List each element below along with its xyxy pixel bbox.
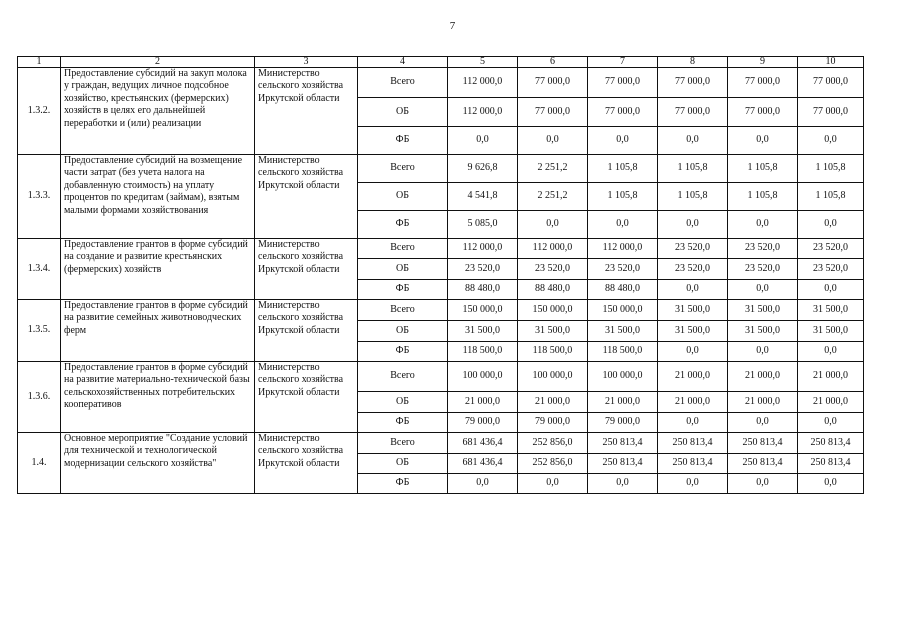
amount-cell: 5 085,0 [448,211,518,239]
amount-cell: 21 000,0 [798,392,864,413]
funding-source: ОБ [358,321,448,342]
amount-cell: 21 000,0 [658,392,728,413]
amount-cell: 23 520,0 [518,259,588,280]
amount-cell: 250 813,4 [658,454,728,474]
amount-cell: 0,0 [728,474,798,494]
amount-cell: 88 480,0 [448,280,518,300]
funding-source: Всего [358,68,448,98]
amount-cell: 31 500,0 [798,300,864,321]
amount-cell: 0,0 [728,280,798,300]
amount-cell: 252 856,0 [518,433,588,454]
amount-cell: 31 500,0 [728,300,798,321]
amount-cell: 0,0 [728,413,798,433]
table-row [18,239,864,259]
funding-source: Всего [358,300,448,321]
entry-executor: Министерство сельского хозяйства Иркутской области [255,433,358,494]
funding-source: ФБ [358,211,448,239]
amount-cell: 79 000,0 [588,413,658,433]
amount-cell: 681 436,4 [448,454,518,474]
amount-cell: 1 105,8 [658,183,728,211]
amount-cell: 79 000,0 [448,413,518,433]
amount-cell: 2 251,2 [518,155,588,183]
entry-executor: Министерство сельского хозяйства Иркутской области [255,155,358,239]
amount-cell: 0,0 [448,127,518,155]
amount-cell: 250 813,4 [798,454,864,474]
entry-executor: Министерство сельского хозяйства Иркутской области [255,362,358,433]
amount-cell: 1 105,8 [588,183,658,211]
amount-cell: 0,0 [798,211,864,239]
amount-cell: 0,0 [518,127,588,155]
entry-number: 1.3.2. [18,68,61,155]
amount-cell: 100 000,0 [448,362,518,392]
amount-cell: 250 813,4 [658,433,728,454]
amount-cell: 0,0 [658,342,728,362]
amount-cell: 250 813,4 [728,433,798,454]
funding-source: Всего [358,362,448,392]
amount-cell: 0,0 [518,211,588,239]
amount-cell: 31 500,0 [658,321,728,342]
amount-cell: 21 000,0 [798,362,864,392]
amount-cell: 1 105,8 [588,155,658,183]
amount-cell: 0,0 [798,342,864,362]
page-number: 7 [449,20,456,32]
entry-executor: Министерство сельского хозяйства Иркутской области [255,300,358,362]
amount-cell: 21 000,0 [588,392,658,413]
amount-cell: 1 105,8 [658,155,728,183]
amount-cell: 150 000,0 [588,300,658,321]
amount-cell: 118 500,0 [588,342,658,362]
funding-source: ОБ [358,392,448,413]
amount-cell: 0,0 [798,413,864,433]
amount-cell: 31 500,0 [588,321,658,342]
funding-source: Всего [358,155,448,183]
amount-cell: 0,0 [728,211,798,239]
entry-executor: Министерство сельского хозяйства Иркутской области [255,68,358,155]
amount-cell: 77 000,0 [728,98,798,127]
amount-cell: 23 520,0 [728,239,798,259]
amount-cell: 0,0 [658,211,728,239]
amount-cell: 1 105,8 [728,183,798,211]
table-row [18,68,864,98]
amount-cell: 0,0 [448,474,518,494]
amount-cell: 0,0 [798,474,864,494]
amount-cell: 2 251,2 [518,183,588,211]
column-header: 4 [358,57,448,68]
amount-cell: 9 626,8 [448,155,518,183]
table-row [18,362,864,392]
entry-name: Основное мероприятие "Создание условий для технической и технологической модернизации сельского хозяйства" [61,433,255,494]
amount-cell: 0,0 [658,413,728,433]
entry-number: 1.3.5. [18,300,61,362]
amount-cell: 250 813,4 [588,433,658,454]
funding-source: ФБ [358,342,448,362]
amount-cell: 112 000,0 [448,98,518,127]
entry-name: Предоставление грантов в форме субсидий на развитие материально-технической базы сельскохозяйственных потребительских кооперативов [61,362,255,433]
funding-source: ОБ [358,259,448,280]
amount-cell: 250 813,4 [588,454,658,474]
amount-cell: 0,0 [728,342,798,362]
amount-cell: 4 541,8 [448,183,518,211]
amount-cell: 118 500,0 [448,342,518,362]
amount-cell: 88 480,0 [518,280,588,300]
amount-cell: 250 813,4 [798,433,864,454]
amount-cell: 77 000,0 [518,68,588,98]
funding-source: ОБ [358,183,448,211]
column-header: 9 [728,57,798,68]
amount-cell: 31 500,0 [798,321,864,342]
amount-cell: 77 000,0 [798,98,864,127]
amount-cell: 77 000,0 [588,68,658,98]
amount-cell: 31 500,0 [448,321,518,342]
amount-cell: 0,0 [518,474,588,494]
amount-cell: 21 000,0 [728,392,798,413]
amount-cell: 88 480,0 [588,280,658,300]
entry-number: 1.4. [18,433,61,494]
budget-table [17,56,864,494]
amount-cell: 21 000,0 [518,392,588,413]
amount-cell: 23 520,0 [658,239,728,259]
amount-cell: 77 000,0 [658,98,728,127]
amount-cell: 1 105,8 [728,155,798,183]
amount-cell: 31 500,0 [658,300,728,321]
funding-source: ФБ [358,413,448,433]
column-header: 8 [658,57,728,68]
table-row [18,433,864,454]
entry-number: 1.3.6. [18,362,61,433]
amount-cell: 79 000,0 [518,413,588,433]
funding-source: ФБ [358,474,448,494]
amount-cell: 0,0 [588,211,658,239]
amount-cell: 77 000,0 [588,98,658,127]
amount-cell: 23 520,0 [798,239,864,259]
amount-cell: 112 000,0 [448,68,518,98]
funding-source: ФБ [358,127,448,155]
amount-cell: 23 520,0 [658,259,728,280]
amount-cell: 21 000,0 [728,362,798,392]
entry-name: Предоставление субсидий на закуп молока у граждан, ведущих личное подсобное хозяйство, крестьянских (фермерских) хозяйств в целях его дальнейшей переработки и (или) реализации [61,68,255,155]
amount-cell: 150 000,0 [518,300,588,321]
funding-source: Всего [358,239,448,259]
amount-cell: 23 520,0 [798,259,864,280]
amount-cell: 31 500,0 [728,321,798,342]
amount-cell: 150 000,0 [448,300,518,321]
amount-cell: 0,0 [728,127,798,155]
funding-source: ФБ [358,280,448,300]
amount-cell: 0,0 [658,280,728,300]
amount-cell: 0,0 [798,127,864,155]
funding-source: ОБ [358,454,448,474]
amount-cell: 112 000,0 [518,239,588,259]
column-header: 3 [255,57,358,68]
amount-cell: 0,0 [588,127,658,155]
funding-source: ОБ [358,98,448,127]
amount-cell: 77 000,0 [728,68,798,98]
funding-source: Всего [358,433,448,454]
column-number-row [18,57,864,68]
amount-cell: 23 520,0 [588,259,658,280]
amount-cell: 21 000,0 [658,362,728,392]
column-header: 10 [798,57,864,68]
amount-cell: 1 105,8 [798,155,864,183]
amount-cell: 77 000,0 [798,68,864,98]
amount-cell: 252 856,0 [518,454,588,474]
entry-number: 1.3.4. [18,239,61,300]
column-header: 5 [448,57,518,68]
amount-cell: 23 520,0 [728,259,798,280]
amount-cell: 23 520,0 [448,259,518,280]
entry-name: Предоставление грантов в форме субсидий на создание и развитие крестьянских (фермерских) хозяйств [61,239,255,300]
amount-cell: 250 813,4 [728,454,798,474]
amount-cell: 0,0 [658,474,728,494]
amount-cell: 112 000,0 [448,239,518,259]
amount-cell: 0,0 [588,474,658,494]
amount-cell: 21 000,0 [448,392,518,413]
table-row [18,155,864,183]
amount-cell: 100 000,0 [588,362,658,392]
amount-cell: 77 000,0 [658,68,728,98]
column-header: 7 [588,57,658,68]
entry-name: Предоставление грантов в форме субсидий на развитие семейных животноводческих ферм [61,300,255,362]
amount-cell: 31 500,0 [518,321,588,342]
amount-cell: 0,0 [798,280,864,300]
amount-cell: 0,0 [658,127,728,155]
amount-cell: 681 436,4 [448,433,518,454]
amount-cell: 1 105,8 [798,183,864,211]
entry-name: Предоставление субсидий на возмещение части затрат (без учета налога на добавленную стоимость) на уплату процентов по кредитам (займам), взятым малыми формами хозяйствования [61,155,255,239]
column-header: 2 [61,57,255,68]
column-header: 6 [518,57,588,68]
amount-cell: 118 500,0 [518,342,588,362]
column-header: 1 [18,57,61,68]
entry-number: 1.3.3. [18,155,61,239]
table-body [18,68,864,494]
amount-cell: 112 000,0 [588,239,658,259]
amount-cell: 77 000,0 [518,98,588,127]
entry-executor: Министерство сельского хозяйства Иркутской области [255,239,358,300]
table-row [18,300,864,321]
amount-cell: 100 000,0 [518,362,588,392]
